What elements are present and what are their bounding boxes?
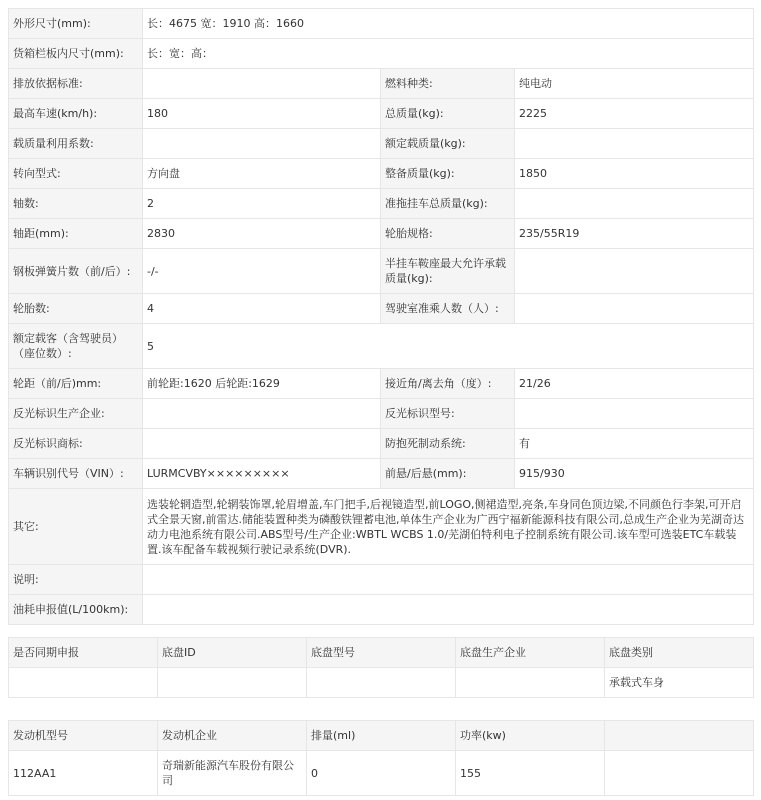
total-mass-label: 总质量(kg): xyxy=(381,99,515,129)
emission-value xyxy=(143,69,381,99)
engine-displacement-cell: 0 xyxy=(307,751,456,796)
reflect-model-value xyxy=(515,399,754,429)
fuel-consumption-value xyxy=(143,595,754,625)
table-row xyxy=(9,159,754,189)
chassis-model-cell xyxy=(307,668,456,698)
chassis-header-type: 底盘类别 xyxy=(605,638,754,668)
engine-model-cell: 112AA1 xyxy=(9,751,158,796)
chassis-header-id: 底盘ID xyxy=(158,638,307,668)
fuel-value: 纯电动 xyxy=(515,69,754,99)
cab-label: 驾驶室准乘人数（人）: xyxy=(381,294,515,324)
table-row xyxy=(9,459,754,489)
tires-value: 4 xyxy=(143,294,381,324)
fuel-label: 燃料种类: xyxy=(381,69,515,99)
vehicle-spec-table xyxy=(8,8,754,625)
tire-spec-label: 轮胎规格: xyxy=(381,219,515,249)
chassis-header-maker: 底盘生产企业 xyxy=(456,638,605,668)
angle-label: 接近角/离去角（度）: xyxy=(381,369,515,399)
rated-load-label: 额定载质量(kg): xyxy=(381,129,515,159)
chassis-header-model: 底盘型号 xyxy=(307,638,456,668)
wheelbase-label: 轴距(mm): xyxy=(9,219,143,249)
passengers-label: 额定载客（含驾驶员）（座位数）: xyxy=(9,324,143,369)
vin-label: 车辆识别代号（VIN）: xyxy=(9,459,143,489)
engine-header-displacement: 排量(ml) xyxy=(307,721,456,751)
engine-header-model: 发动机型号 xyxy=(9,721,158,751)
table-row xyxy=(9,189,754,219)
axles-value: 2 xyxy=(143,189,381,219)
spring-value: -/- xyxy=(143,249,381,294)
chassis-maker-cell xyxy=(456,668,605,698)
engine-empty-cell xyxy=(605,751,754,796)
abs-value: 有 xyxy=(515,429,754,459)
track-label: 轮距（前/后)mm: xyxy=(9,369,143,399)
spring-label: 钢板弹簧片数（前/后）: xyxy=(9,249,143,294)
overhang-value: 915/930 xyxy=(515,459,754,489)
table-row xyxy=(9,9,754,39)
rated-load-value xyxy=(515,129,754,159)
reflect-model-label: 反光标识型号: xyxy=(381,399,515,429)
note-label: 说明: xyxy=(9,565,143,595)
cab-value xyxy=(515,294,754,324)
curb-mass-label: 整备质量(kg): xyxy=(381,159,515,189)
reflect-maker-value xyxy=(143,399,381,429)
tires-label: 轮胎数: xyxy=(9,294,143,324)
table-row xyxy=(9,129,754,159)
speed-label: 最高车速(km/h): xyxy=(9,99,143,129)
other-value: 选装轮辋造型,轮辋装饰罩,轮眉增盖,车门把手,后视镜造型,前LOGO,侧裙造型,亮条,车身同色顶边梁,不同颜色行李架,可开启式全景天窗,前雷达.储能装置种类为磷酸铁锂蓄电池,单体生产企业为广西宁福新能源科技有限公司,总成生产企业为芜湖奇达动力电池系统有限公司.ABS型号/生产企业:WBTL WCBS 1.0/芜湖伯特利电子控制系统有限公司.该车型可选装ETC车载装置.该车配备车载视频行驶记录系统(DVR). xyxy=(143,489,754,565)
dims-value: 长：4675 宽：1910 高：1660 xyxy=(143,9,754,39)
track-value: 前轮距:1620 后轮距:1629 xyxy=(143,369,381,399)
trailer-label: 准拖挂车总质量(kg): xyxy=(381,189,515,219)
chassis-header-sync: 是否同期申报 xyxy=(9,638,158,668)
tire-spec-value: 235/55R19 xyxy=(515,219,754,249)
vin-value: LURMCVBY××××××××× xyxy=(143,459,381,489)
engine-power-cell: 155 xyxy=(456,751,605,796)
abs-label: 防抱死制动系统: xyxy=(381,429,515,459)
overhang-label: 前悬/后悬(mm): xyxy=(381,459,515,489)
saddle-value xyxy=(515,249,754,294)
note-value xyxy=(143,565,754,595)
table-row xyxy=(9,369,754,399)
passengers-value: 5 xyxy=(143,324,754,369)
dims-label: 外形尺寸(mm): xyxy=(9,9,143,39)
steering-label: 转向型式: xyxy=(9,159,143,189)
cargo-label: 货箱栏板内尺寸(mm): xyxy=(9,39,143,69)
other-label: 其它: xyxy=(9,489,143,565)
engine-maker-cell: 奇瑞新能源汽车股份有限公司 xyxy=(158,751,307,796)
engine-header-maker: 发动机企业 xyxy=(158,721,307,751)
chassis-table xyxy=(8,637,754,698)
angle-value: 21/26 xyxy=(515,369,754,399)
table-row xyxy=(9,668,754,698)
reflect-maker-label: 反光标识生产企业: xyxy=(9,399,143,429)
steering-value: 方向盘 xyxy=(143,159,381,189)
load-util-value xyxy=(143,129,381,159)
load-util-label: 载质量利用系数: xyxy=(9,129,143,159)
table-row xyxy=(9,399,754,429)
table-row xyxy=(9,39,754,69)
table-row xyxy=(9,565,754,595)
reflect-brand-label: 反光标识商标: xyxy=(9,429,143,459)
chassis-type-cell: 承载式车身 xyxy=(605,668,754,698)
trailer-value xyxy=(515,189,754,219)
reflect-brand-value xyxy=(143,429,381,459)
table-row xyxy=(9,219,754,249)
table-header-row xyxy=(9,638,754,668)
saddle-label: 半挂车鞍座最大允许承载质量(kg): xyxy=(381,249,515,294)
table-row xyxy=(9,595,754,625)
speed-value: 180 xyxy=(143,99,381,129)
table-row xyxy=(9,99,754,129)
wheelbase-value: 2830 xyxy=(143,219,381,249)
engine-header-power: 功率(kw) xyxy=(456,721,605,751)
table-row xyxy=(9,429,754,459)
table-row xyxy=(9,249,754,294)
table-row xyxy=(9,751,754,796)
table-header-row xyxy=(9,721,754,751)
fuel-consumption-label: 油耗申报值(L/100km): xyxy=(9,595,143,625)
chassis-id-cell xyxy=(158,668,307,698)
axles-label: 轴数: xyxy=(9,189,143,219)
total-mass-value: 2225 xyxy=(515,99,754,129)
table-row xyxy=(9,294,754,324)
emission-label: 排放依据标准: xyxy=(9,69,143,99)
table-row xyxy=(9,69,754,99)
chassis-sync-cell xyxy=(9,668,158,698)
engine-header-empty xyxy=(605,721,754,751)
table-row xyxy=(9,489,754,565)
curb-mass-value: 1850 xyxy=(515,159,754,189)
engine-table xyxy=(8,720,754,796)
table-row xyxy=(9,324,754,369)
cargo-value: 长：宽：高： xyxy=(143,39,754,69)
